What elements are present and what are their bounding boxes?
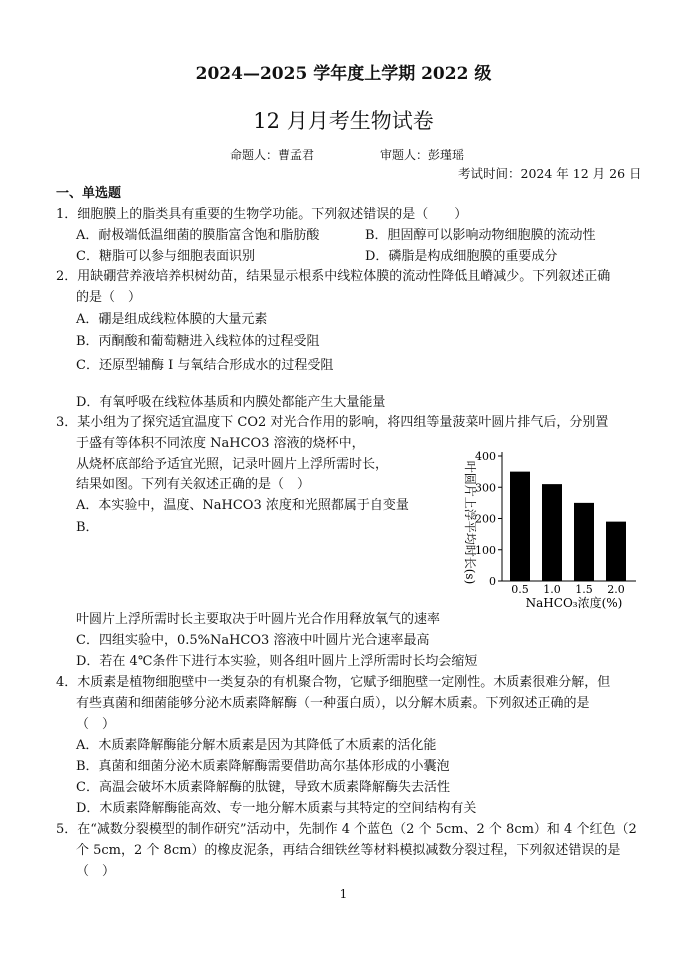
q2-stem-line2: 的是（ ） bbox=[76, 290, 142, 305]
y-tick-label: 400 bbox=[475, 450, 496, 463]
q1-option-d: D．磷脂是构成细胞膜的重要成分 bbox=[365, 249, 558, 264]
q3-stem-line4: 结果如图。下列有关叙述正确的是（ ） bbox=[76, 477, 311, 492]
q4-option-b: B．真菌和细菌分泌木质素降解酶需要借助高尔基体形成的小囊泡 bbox=[76, 759, 450, 774]
q3-stem-line1: 3．某小组为了探究适宜温度下 CO2 对光合作用的影响，将四组等量菠菜叶圆片排气后，分别置 bbox=[56, 415, 609, 430]
q3-option-a: A．本实验中，温度、NaHCO3 浓度和光照都属于自变量 bbox=[76, 498, 409, 513]
bar bbox=[542, 484, 562, 581]
x-tick-label: 1.0 bbox=[543, 583, 561, 596]
bar-chart bbox=[440, 446, 640, 616]
q2-option-a: A．硼是组成线粒体膜的大量元素 bbox=[76, 312, 268, 327]
y-tick-label: 100 bbox=[475, 543, 496, 557]
q1-option-c: C．糖脂可以参与细胞表面识别 bbox=[76, 249, 255, 264]
y-tick-label: 0 bbox=[489, 575, 496, 588]
q3-option-d: D．若在 4℃条件下进行本实验，则各组叶圆片上浮所需时长均会缩短 bbox=[76, 654, 478, 669]
q4-stem-line2: 有些真菌和细菌能够分泌木质素降解酶（一种蛋白质），以分解木质素。下列叙述正确的是 bbox=[76, 696, 590, 711]
q5-stem-line2: 个 5cm，2 个 8cm）的橡皮泥条，再结合细铁丝等材料模拟减数分裂过程，下列叙述错误的是 bbox=[76, 843, 621, 858]
q4-option-a: A．木质素降解酶能分解木质素是因为其降低了木质素的活化能 bbox=[76, 738, 437, 753]
q3-stem-line2: 于盛有等体积不同浓度 NaHCO3 溶液的烧杯中， bbox=[76, 436, 365, 451]
q2-option-d: D．有氧呼吸在线粒体基质和内膜处都能产生大量能量 bbox=[76, 395, 386, 410]
page-number: 1 bbox=[339, 887, 348, 901]
q4-option-c: C．高温会破坏木质素降解酶的肽键，导致木质素降解酶失去活性 bbox=[76, 780, 450, 795]
q2-option-c: C．还原型辅酶 Ⅰ 与氧结合形成水的过程受阻 bbox=[76, 358, 334, 373]
exam-title-line2: 12 月月考生物试卷 bbox=[253, 109, 434, 133]
q4-option-d: D．木质素降解酶能高效、专一地分解木质素与其特定的空间结构有关 bbox=[76, 801, 477, 816]
q2-option-b: B．丙酮酸和葡萄糖进入线粒体的过程受阻 bbox=[76, 334, 320, 349]
y-tick-label: 300 bbox=[475, 481, 496, 495]
section-title: 一、单选题 bbox=[56, 186, 122, 201]
x-tick-label: 0.5 bbox=[511, 583, 529, 596]
bar bbox=[574, 503, 594, 581]
q4-stem-line1: 4．木质素是植物细胞壁中一类复杂的有机聚合物，它赋予细胞壁一定刚性。木质素很难分解，但 bbox=[56, 675, 611, 690]
q2-stem-line1: 2．用缺硼营养液培养枳树幼苗，结果显示根系中线粒体膜的流动性降低且嵴减少。下列叙述正确 bbox=[56, 269, 611, 284]
bar bbox=[510, 472, 530, 581]
exam-title-line1: 2024—2025 学年度上学期 2022 级 bbox=[195, 64, 492, 84]
proposer: 命题人：曹孟君 bbox=[230, 148, 315, 162]
q1-option-b: B．胆固醇可以影响动物细胞膜的流动性 bbox=[365, 228, 596, 243]
y-tick-label: 200 bbox=[475, 512, 496, 526]
exam-time: 考试时间：2024 年 12 月 26 日 bbox=[458, 166, 642, 181]
q1-stem: 1．细胞膜上的脂类具有重要的生物学功能。下列叙述错误的是（ ） bbox=[56, 207, 468, 222]
q5-stem-line1: 5．在“减数分裂模型的制作研究”活动中，先制作 4 个蓝色（2 个 5cm、2 个 8cm）和 4 个红色（2 bbox=[56, 822, 637, 837]
q3-option-b-text: 叶圆片上浮所需时长主要取决于叶圆片光合作用释放氧气的速率 bbox=[76, 612, 441, 627]
q1-option-a: A．耐极端低温细菌的膜脂富含饱和脂肪酸 bbox=[76, 228, 320, 243]
bar bbox=[606, 522, 626, 581]
x-tick-label: 1.5 bbox=[575, 583, 593, 596]
y-axis-label: 叶圆片上浮平均时长(s) bbox=[463, 460, 477, 585]
reviewer: 审题人：彭瑾瑶 bbox=[380, 148, 465, 162]
x-tick-label: 2.0 bbox=[607, 583, 625, 596]
q3-option-c: C．四组实验中，0.5%NaHCO3 溶液中叶圆片光合速率最高 bbox=[76, 633, 430, 648]
q4-stem-line3: （ ） bbox=[76, 717, 116, 732]
x-axis-label: NaHCO₃浓度(%) bbox=[525, 596, 623, 610]
q3-stem-line3: 从烧杯底部给予适宜光照，记录叶圆片上浮所需时长， bbox=[76, 457, 389, 472]
q3-option-b-label: B． bbox=[76, 520, 99, 535]
q5-stem-line3: （ ） bbox=[76, 864, 116, 879]
